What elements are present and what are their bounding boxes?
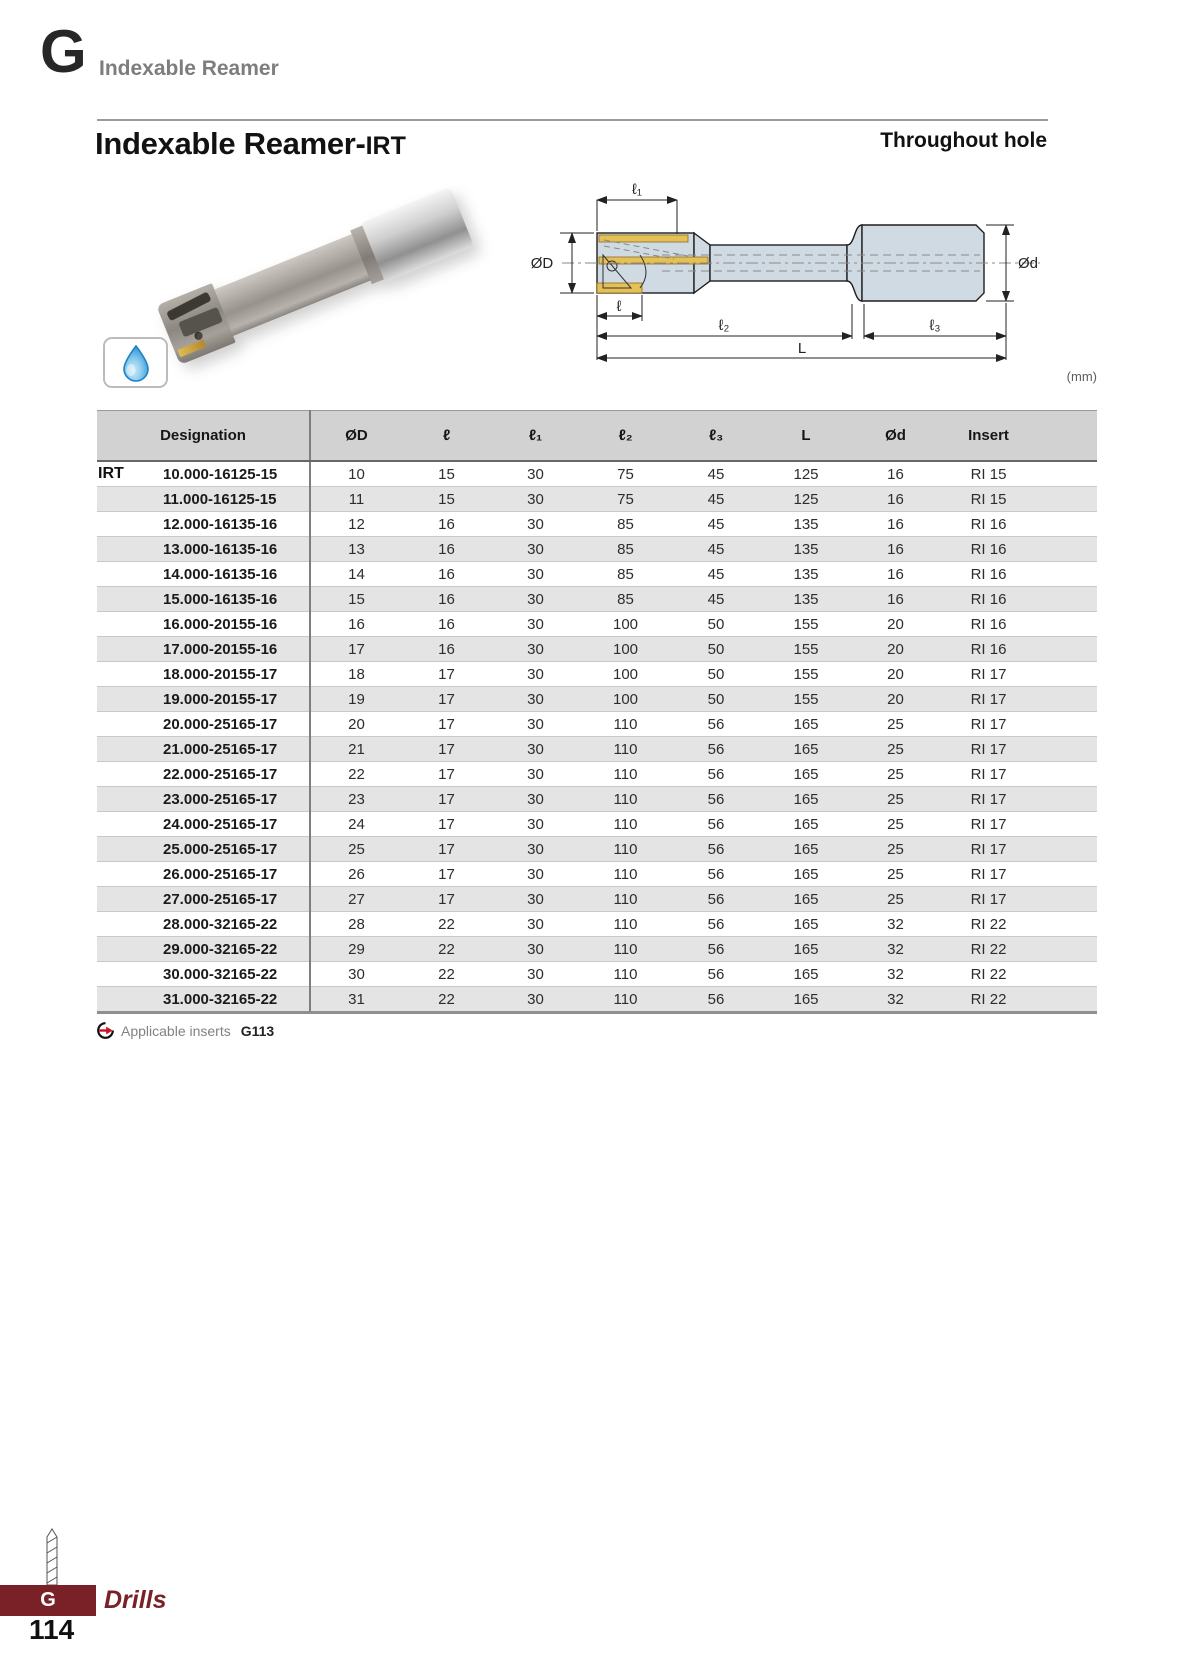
- designation-text: 22.000-25165-17: [163, 765, 278, 783]
- spec-cell: 110: [580, 737, 671, 762]
- spec-cell: 20: [851, 662, 940, 687]
- applicable-inserts-note: [97, 1022, 274, 1039]
- dim-label-OD: ØD: [530, 255, 554, 272]
- spec-cell: 30: [491, 812, 580, 837]
- column-header: ℓ₃: [671, 411, 761, 462]
- spec-cell: 45: [707, 465, 725, 483]
- page-number: 114: [29, 1614, 75, 1645]
- spec-cell: RI 16: [940, 512, 1097, 537]
- spec-cell: 125: [761, 487, 851, 512]
- dim-label-Od: Ød: [1018, 255, 1039, 272]
- reamer-tool-image: [156, 187, 474, 365]
- column-header: Insert: [940, 411, 1097, 462]
- spec-cell: 50: [671, 662, 761, 687]
- spec-cell: 14: [310, 562, 402, 587]
- spec-cell: 17: [402, 837, 491, 862]
- spec-cell: 26: [310, 862, 402, 887]
- designation-cell: [97, 937, 310, 962]
- table-row: [97, 687, 1097, 712]
- spec-cell: 32: [851, 912, 940, 937]
- spec-cell: 20: [310, 712, 402, 737]
- page-title-suffix: IRT: [365, 132, 406, 160]
- spec-cell: 85: [580, 537, 671, 562]
- table-row: [97, 737, 1097, 762]
- designation-cell: [97, 612, 310, 637]
- column-header: Ød: [851, 411, 940, 462]
- designation-text: 17.000-20155-16: [163, 640, 278, 658]
- spec-cell: 56: [671, 937, 761, 962]
- spec-cell: 100: [580, 662, 671, 687]
- spec-cell: 30: [491, 837, 580, 862]
- spec-cell: 56: [671, 737, 761, 762]
- spec-cell: 16: [851, 512, 940, 537]
- designation-cell: [97, 737, 310, 762]
- table-row: [97, 637, 1097, 662]
- spec-cell: 30: [491, 587, 580, 612]
- column-header: Designation: [97, 411, 310, 462]
- spec-cell: 135: [761, 512, 851, 537]
- spec-cell: 16: [851, 587, 940, 612]
- section-title: Indexable Reamer: [99, 57, 279, 80]
- spec-cell: 30: [491, 612, 580, 637]
- spec-cell: 45: [671, 512, 761, 537]
- spec-cell: 30: [491, 737, 580, 762]
- spec-cell: 165: [761, 737, 851, 762]
- spec-cell: RI 15: [940, 487, 1097, 512]
- spec-cell: 85: [580, 512, 671, 537]
- spec-cell: 165: [761, 712, 851, 737]
- spec-cell: RI 17: [940, 662, 1097, 687]
- spec-cell: 25: [851, 812, 940, 837]
- designation-cell: [97, 962, 310, 987]
- spec-cell: 56: [671, 862, 761, 887]
- header-divider: [97, 119, 1048, 121]
- footer-tab-letter: G: [40, 1589, 56, 1611]
- spec-cell: 30: [310, 962, 402, 987]
- table-row: [97, 937, 1097, 962]
- spec-cell: 50: [671, 637, 761, 662]
- table-row: [97, 837, 1097, 862]
- spec-cell: 17: [402, 662, 491, 687]
- table-row: [97, 962, 1097, 987]
- dim-label-l1: ℓ₁: [632, 181, 642, 198]
- spec-cell: 110: [580, 912, 671, 937]
- table-row: [97, 612, 1097, 637]
- spec-cell: 30: [491, 962, 580, 987]
- spec-cell: 45: [671, 562, 761, 587]
- spec-cell: 100: [580, 687, 671, 712]
- spec-cell: 50: [671, 612, 761, 637]
- spec-cell: RI 16: [940, 562, 1097, 587]
- spec-cell: 25: [851, 787, 940, 812]
- designation-text: 21.000-25165-17: [163, 740, 278, 758]
- spec-cell: RI 22: [940, 987, 1097, 1013]
- coolant-capability-badge: [103, 337, 168, 388]
- series-label: IRT: [98, 465, 124, 482]
- designation-text: 14.000-16135-16: [163, 565, 278, 583]
- spec-cell: 100: [580, 612, 671, 637]
- spec-cell: 28: [310, 912, 402, 937]
- spec-cell: 23: [310, 787, 402, 812]
- spec-cell: 30: [491, 887, 580, 912]
- spec-cell: 30: [491, 562, 580, 587]
- designation-cell: [97, 837, 310, 862]
- spec-cell: 22: [310, 762, 402, 787]
- column-header: ℓ₂: [580, 411, 671, 462]
- spec-cell: 25: [310, 837, 402, 862]
- spec-cell: 75: [617, 465, 634, 483]
- spec-cell: RI 17: [940, 862, 1097, 887]
- spec-cell: 16: [851, 537, 940, 562]
- spec-cell: 110: [580, 712, 671, 737]
- spec-cell: 110: [580, 762, 671, 787]
- table-header-row: [97, 411, 1097, 462]
- spec-cell: 16: [402, 537, 491, 562]
- spec-cell: 20: [851, 637, 940, 662]
- designation-text: 11.000-16125-15: [163, 490, 277, 508]
- dim-label-l2: ℓ₂: [718, 317, 730, 334]
- designation-cell: [97, 487, 310, 512]
- spec-cell: 25: [851, 762, 940, 787]
- table-row: [97, 887, 1097, 912]
- spec-cell: 110: [580, 937, 671, 962]
- designation-cell: [97, 562, 310, 587]
- spec-cell: 85: [580, 562, 671, 587]
- dim-label-l3: ℓ₃: [929, 317, 941, 334]
- designation-cell: [97, 762, 310, 787]
- spec-cell: 32: [851, 937, 940, 962]
- designation-text: 31.000-32165-22: [163, 990, 278, 1008]
- spec-cell: RI 17: [940, 762, 1097, 787]
- spec-cell: 13: [310, 537, 402, 562]
- spec-cell: 30: [491, 762, 580, 787]
- footer-section-tab[interactable]: [0, 1585, 96, 1616]
- designation-cell: [97, 587, 310, 612]
- spec-cell: 135: [761, 562, 851, 587]
- table-row: [97, 787, 1097, 812]
- spec-cell: 56: [671, 887, 761, 912]
- table-row: [97, 562, 1097, 587]
- table-row: [97, 487, 1097, 512]
- column-header: ØD: [310, 411, 402, 462]
- designation-text: 27.000-25165-17: [163, 890, 278, 908]
- footer-category: Drills: [104, 1586, 167, 1614]
- designation-text: 20.000-25165-17: [163, 715, 278, 733]
- spec-cell: 56: [671, 787, 761, 812]
- spec-cell: 16: [402, 587, 491, 612]
- spec-cell: 12: [310, 512, 402, 537]
- table-row: [97, 987, 1097, 1013]
- spec-cell: RI 17: [940, 787, 1097, 812]
- spec-cell: 11: [310, 487, 402, 512]
- spec-cell: 30: [491, 662, 580, 687]
- spec-cell: 56: [671, 762, 761, 787]
- designation-text: 10.000-16125-15: [163, 465, 278, 483]
- designation-cell: [97, 887, 310, 912]
- spec-cell: 110: [580, 862, 671, 887]
- designation-text: 24.000-25165-17: [163, 815, 278, 833]
- spec-cell: 17: [402, 737, 491, 762]
- spec-cell: 56: [671, 812, 761, 837]
- spec-cell: 85: [580, 587, 671, 612]
- spec-cell: 24: [310, 812, 402, 837]
- spec-cell: RI 22: [940, 962, 1097, 987]
- spec-cell: 110: [580, 787, 671, 812]
- tool-body: [214, 234, 370, 336]
- spec-cell: 30: [491, 937, 580, 962]
- spec-cell: 22: [402, 937, 491, 962]
- spec-cell: 19: [310, 687, 402, 712]
- spec-cell: 165: [761, 987, 851, 1013]
- spec-cell: 25: [851, 837, 940, 862]
- applicable-inserts-label: Applicable inserts: [121, 1022, 231, 1039]
- table-row: [97, 812, 1097, 837]
- dimension-diagram: [512, 158, 1052, 373]
- designation-cell: [97, 712, 310, 737]
- spec-cell: 17: [402, 887, 491, 912]
- spec-cell: 30: [491, 537, 580, 562]
- spec-cell: 56: [671, 712, 761, 737]
- spec-cell: 16: [887, 465, 904, 483]
- spec-cell: RI 17: [940, 737, 1097, 762]
- designation-cell: [97, 637, 310, 662]
- spec-cell: RI 15: [970, 465, 1007, 483]
- spec-cell: 16: [851, 487, 940, 512]
- spec-cell: 165: [761, 862, 851, 887]
- designation-text: 12.000-16135-16: [163, 515, 278, 533]
- spec-cell: 30: [491, 787, 580, 812]
- spec-cell: 165: [761, 937, 851, 962]
- drill-icon: [40, 1527, 64, 1587]
- spec-cell: 56: [671, 912, 761, 937]
- spec-cell: 25: [851, 712, 940, 737]
- spec-cell: 15: [310, 587, 402, 612]
- spec-cell: 15: [438, 465, 455, 483]
- spec-cell: 56: [671, 837, 761, 862]
- column-header: L: [761, 411, 851, 462]
- spec-cell: 110: [580, 962, 671, 987]
- spec-cell: 30: [491, 487, 580, 512]
- table-row: [97, 912, 1097, 937]
- spec-cell: 110: [580, 987, 671, 1013]
- designation-text: 30.000-32165-22: [163, 965, 278, 983]
- spec-cell: 30: [491, 862, 580, 887]
- cross-reference-icon: [97, 1022, 114, 1039]
- designation-text: 16.000-20155-16: [163, 615, 278, 633]
- spec-cell: 16: [402, 637, 491, 662]
- spec-cell: 45: [671, 487, 761, 512]
- column-header: ℓ₁: [491, 411, 580, 462]
- spec-cell: 31: [310, 987, 402, 1013]
- spec-cell: 32: [851, 962, 940, 987]
- spec-cell: 45: [671, 537, 761, 562]
- spec-cell: 56: [671, 987, 761, 1013]
- spec-cell: RI 22: [940, 937, 1097, 962]
- spec-cell: 155: [761, 612, 851, 637]
- coolant-droplet-icon: [119, 344, 153, 382]
- spec-cell: 29: [310, 937, 402, 962]
- designation-text: 23.000-25165-17: [163, 790, 278, 808]
- spec-cell: 165: [761, 837, 851, 862]
- spec-cell: RI 17: [940, 887, 1097, 912]
- spec-cell: 100: [580, 637, 671, 662]
- spec-cell: 16: [310, 612, 402, 637]
- spec-cell: 25: [851, 862, 940, 887]
- spec-cell: 56: [671, 962, 761, 987]
- spec-cell: 110: [580, 887, 671, 912]
- spec-cell: 17: [402, 687, 491, 712]
- section-letter: G: [40, 18, 87, 85]
- table-row: [97, 512, 1097, 537]
- spec-cell: 18: [310, 662, 402, 687]
- spec-cell: 32: [851, 987, 940, 1013]
- table-row: [97, 587, 1097, 612]
- spec-cell: 10: [348, 465, 365, 483]
- designation-cell: [97, 862, 310, 887]
- designation-text: 29.000-32165-22: [163, 940, 278, 958]
- designation-text: 26.000-25165-17: [163, 865, 278, 883]
- spec-cell: 165: [761, 887, 851, 912]
- spec-cell: 16: [402, 612, 491, 637]
- table-row: [97, 712, 1097, 737]
- table-row: [97, 662, 1097, 687]
- spec-cell: 22: [402, 912, 491, 937]
- designation-cell: [97, 537, 310, 562]
- dim-label-L: L: [797, 340, 807, 357]
- column-header: ℓ: [402, 411, 491, 462]
- spec-cell: 110: [580, 837, 671, 862]
- spec-cell: 110: [580, 812, 671, 837]
- spec-cell: 165: [761, 912, 851, 937]
- spec-cell: 165: [761, 962, 851, 987]
- spec-cell: 20: [851, 687, 940, 712]
- spec-table: [97, 410, 1097, 1014]
- spec-cell: RI 16: [940, 537, 1097, 562]
- spec-cell: 30: [491, 712, 580, 737]
- spec-cell: 21: [310, 737, 402, 762]
- spec-cell: 30: [527, 465, 544, 483]
- spec-cell: 25: [851, 887, 940, 912]
- designation-cell: [97, 812, 310, 837]
- spec-cell: 16: [402, 562, 491, 587]
- designation-text: 13.000-16135-16: [163, 540, 278, 558]
- table-row: [97, 461, 1097, 487]
- spec-cell: 75: [580, 487, 671, 512]
- hole-type-label: Throughout hole: [880, 129, 1047, 152]
- applicable-inserts-reference[interactable]: G113: [240, 1022, 275, 1039]
- designation-cell: [97, 662, 310, 687]
- page-title-main: Indexable Reamer-: [95, 126, 366, 161]
- spec-cell: RI 22: [940, 912, 1097, 937]
- spec-cell: 22: [402, 987, 491, 1013]
- spec-cell: 125: [793, 465, 819, 483]
- spec-cell: 30: [491, 687, 580, 712]
- spec-cell: 135: [761, 587, 851, 612]
- page-title: [95, 126, 406, 162]
- spec-cell: 17: [402, 762, 491, 787]
- diagram-insert-top: [599, 235, 688, 242]
- spec-cell: 17: [402, 812, 491, 837]
- spec-cell: RI 17: [940, 837, 1097, 862]
- spec-cell: RI 17: [940, 687, 1097, 712]
- dim-label-l: ℓ: [616, 298, 622, 315]
- spec-cell: 155: [761, 687, 851, 712]
- spec-cell: 17: [402, 787, 491, 812]
- designation-text: 19.000-20155-17: [163, 690, 278, 708]
- designation-cell: [97, 987, 310, 1013]
- table-body: [97, 461, 1097, 1013]
- spec-cell: 16: [402, 512, 491, 537]
- table-row: [97, 762, 1097, 787]
- spec-cell: RI 17: [940, 712, 1097, 737]
- spec-cell: 45: [671, 587, 761, 612]
- spec-cell: RI 16: [940, 587, 1097, 612]
- spec-cell: 155: [761, 662, 851, 687]
- tool-insert: [177, 339, 206, 357]
- spec-cell: 155: [761, 637, 851, 662]
- spec-cell: 30: [491, 637, 580, 662]
- spec-cell: 30: [491, 987, 580, 1013]
- spec-cell: 27: [310, 887, 402, 912]
- designation-cell: [97, 912, 310, 937]
- product-photo: [160, 200, 490, 365]
- spec-cell: 17: [310, 637, 402, 662]
- spec-cell: RI 17: [940, 812, 1097, 837]
- designation-cell: [97, 787, 310, 812]
- designation-text: 15.000-16135-16: [163, 590, 278, 608]
- spec-cell: 165: [761, 762, 851, 787]
- unit-label: (mm): [1066, 369, 1097, 384]
- spec-cell: RI 16: [940, 637, 1097, 662]
- table-row: [97, 537, 1097, 562]
- designation-text: 25.000-25165-17: [163, 840, 278, 858]
- spec-cell: 30: [491, 512, 580, 537]
- spec-cell: 20: [851, 612, 940, 637]
- designation-cell: [97, 687, 310, 712]
- designation-cell: [97, 461, 310, 487]
- designation-text: 28.000-32165-22: [163, 915, 278, 933]
- spec-cell: 25: [851, 737, 940, 762]
- spec-cell: 50: [671, 687, 761, 712]
- table-row: [97, 862, 1097, 887]
- spec-cell: 22: [402, 962, 491, 987]
- spec-cell: 17: [402, 862, 491, 887]
- spec-cell: 15: [402, 487, 491, 512]
- spec-cell: RI 16: [940, 612, 1097, 637]
- spec-cell: 30: [491, 912, 580, 937]
- spec-cell: 165: [761, 812, 851, 837]
- spec-cell: 165: [761, 787, 851, 812]
- designation-cell: [97, 512, 310, 537]
- spec-cell: 16: [851, 562, 940, 587]
- designation-text: 18.000-20155-17: [163, 665, 278, 683]
- spec-cell: 17: [402, 712, 491, 737]
- spec-cell: 135: [761, 537, 851, 562]
